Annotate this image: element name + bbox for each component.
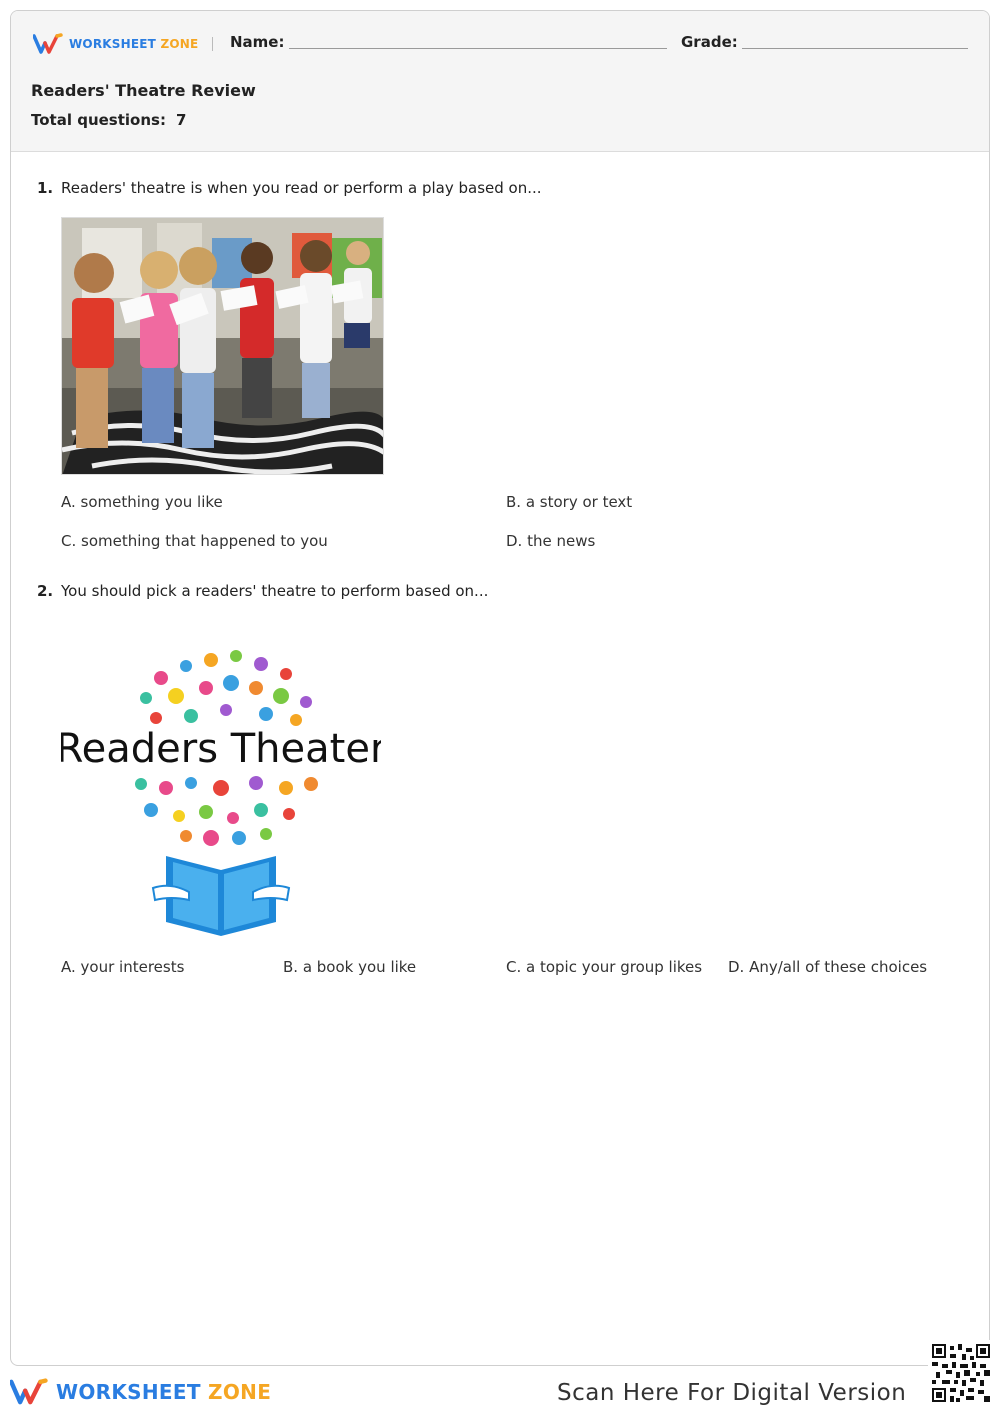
footer-worksheet-zone-logo-icon — [10, 1378, 48, 1406]
question-2-choice-a[interactable]: A. your interests — [61, 958, 185, 976]
question-2-text: You should pick a readers' theatre to perform based on... — [61, 582, 489, 600]
grade-field[interactable] — [742, 48, 968, 49]
worksheet-zone-logo-icon — [33, 33, 63, 55]
readers-theater-logo-icon — [61, 638, 381, 938]
grade-label: Grade: — [681, 33, 738, 51]
brand-name: WORKSHEET ZONE — [69, 37, 199, 51]
page-footer — [0, 1366, 1000, 1414]
question-1-text: Readers' theatre is when you read or perform a play based on... — [61, 179, 542, 197]
readers-theater-wordmark: Readers Theater — [61, 726, 381, 772]
worksheet-header — [11, 11, 989, 152]
question-1-choice-a[interactable]: A. something you like — [61, 493, 223, 511]
total-questions: Total questions: 7 — [31, 111, 187, 129]
question-2-choice-d[interactable]: D. Any/all of these choices — [728, 958, 928, 976]
question-1-choice-c[interactable]: C. something that happened to you — [61, 532, 328, 550]
question-2-number: 2. — [37, 582, 54, 600]
worksheet-page — [10, 10, 990, 1366]
footer-brand-name: WORKSHEET ZONE — [56, 1380, 272, 1404]
brand-divider — [212, 37, 213, 51]
qr-code-graphic — [932, 1344, 990, 1402]
scan-instruction: Scan Here For Digital Version — [557, 1380, 907, 1406]
brand-logo — [33, 31, 227, 57]
question-2-choice-c[interactable]: C. a topic your group likes — [506, 958, 703, 976]
worksheet-title: Readers' Theatre Review — [31, 81, 256, 100]
question-1-photo — [61, 217, 384, 475]
question-1-number: 1. — [37, 179, 54, 197]
question-2-choice-b[interactable]: B. a book you like — [283, 958, 417, 976]
readers-theater-image — [61, 638, 381, 938]
footer-brand-logo — [10, 1378, 271, 1406]
name-label: Name: — [230, 33, 285, 51]
total-questions-value: 7 — [175, 111, 187, 129]
question-1-choice-d[interactable]: D. the news — [506, 532, 596, 550]
students-reading-image — [62, 218, 384, 475]
qr-code-icon[interactable] — [928, 1340, 994, 1406]
question-1-choice-b[interactable]: B. a story or text — [506, 493, 633, 511]
name-field[interactable] — [289, 48, 667, 49]
